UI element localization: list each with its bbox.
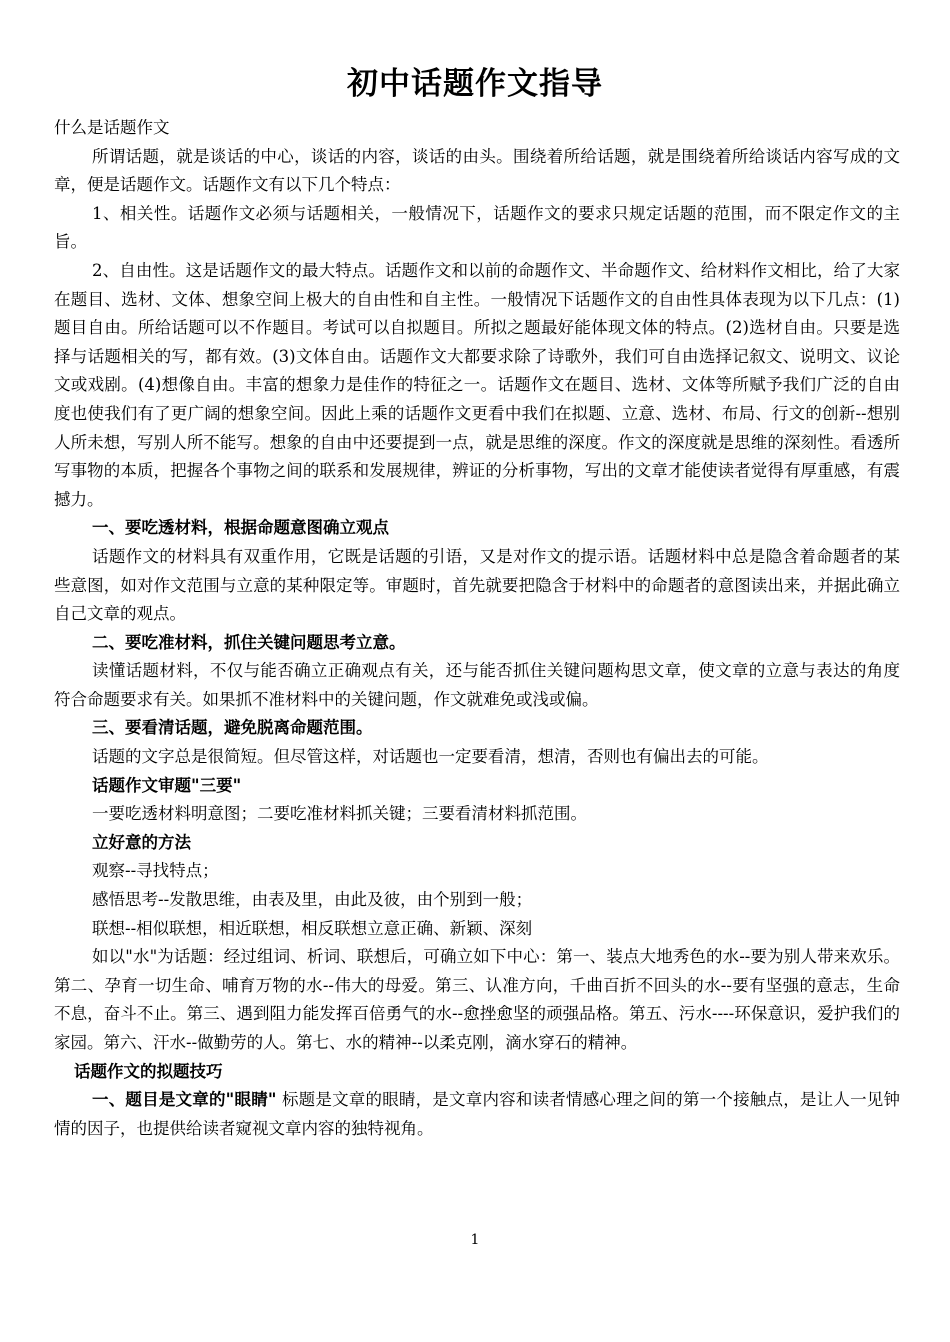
heading-inline: 一、题目是文章的"眼睛" <box>92 1090 277 1110</box>
paragraph: 话题作文的材料具有双重作用，它既是话题的引语，又是对作文的提示语。话题材料中总是隐含着命题者的某些意图，如对作文范围与立意的某种限定等。审题时，首先就要把隐含于材料中的命题者的意图读出来，并据此确立自己文章的观点。 <box>54 546 900 624</box>
paragraph: 2、自由性。这是话题作文的最大特点。话题作文和以前的命题作文、半命题作文、给材料作文相比，给了大家在题目、选材、文体、想象空间上极大的自由性和自主性。一般情况下话题作文的自由性具体表现为以下几点：(1)题目自由。所给话题可以不作题目。考试可以自拟题目。所拟之题最好能体现文体的特点。(2)选材自由。只要是选择与话题相关的写，都有效。(3)文体自由。话题作文大都要求除了诗歌外，我们可自由选择记叙文、说明文、议论文或戏剧。(4)想像自由。丰富的想象力是佳作的特征之一。话题作文在题目、选材、文体等所赋予我们广泛的自由度也使我们有了更广阔的想象空间。因此上乘的话题作文更看中我们在拟题、立意、选材、布局、行文的创新--想别人所未想，写别人所不能写。想象的自由中还要提到一点，就是思维的深度。作文的深度就是思维的深刻性。看透所写事物的本质，把握各个事物之间的联系和发展规律，辨证的分析事物，写出的文章才能使读者觉得有厚重感，有震撼力。 <box>54 260 900 509</box>
paragraph: 读懂话题材料，不仅与能否确立正确观点有关，还与能否抓住关键问题构思文章，使文章的立意与表达的角度符合命题要求有关。如果抓不准材料中的关键问题，作文就难免或浅或偏。 <box>54 661 900 709</box>
section-heading: 话题作文的拟题技巧 <box>74 1061 223 1081</box>
page-number: 1 <box>470 1232 480 1248</box>
paragraph: 联想--相似联想，相近联想，相反联想立意正确、新颖、深刻 <box>92 918 533 938</box>
section-heading: 话题作文审题"三要" <box>92 775 242 795</box>
paragraph-text: 标题是文章的眼睛，是文章内容和读者情感心理之间的第一个接触点，是让人一见钟情的因子，也提供给读者窥视文章内容的独特视角。 <box>54 1090 900 1138</box>
paragraph-last <box>54 1086 900 1143</box>
paragraph: 感悟思考--发散思维，由表及里，由此及彼，由个别到一般； <box>92 890 533 910</box>
paragraph: 一要吃透材料明意图；二要吃准材料抓关键；三要看清材料抓范围。 <box>92 804 587 824</box>
document-body <box>54 114 900 1143</box>
paragraph: 如以"水"为话题：经过组词、析词、联想后，可确立如下中心：第一、装点大地秀色的水--要为别人带来欢乐。第二、孕育一切生命、哺育万物的水--伟大的母爱。第三、认准方向，千曲百折不回头的水--要有坚强的意志，生命不息，奋斗不止。第三、遇到阻力能发挥百倍勇气的水--愈挫愈坚的顽强品格。第五、污水----环保意识，爱护我们的家园。第六、汗水--做勤劳的人。第七、水的精神--以柔克刚，滴水穿石的精神。 <box>54 947 900 1052</box>
section-heading: 二、要吃准材料，抓住关键问题思考立意。 <box>92 632 406 652</box>
section-heading: 三、要看清话题，避免脱离命题范围。 <box>92 718 373 738</box>
paragraph: 所谓话题，就是谈话的中心，谈话的内容，谈话的由头。围绕着所给话题，就是围绕着所给谈话内容写成的文章，便是话题作文。话题作文有以下几个特点： <box>54 146 900 195</box>
section-heading: 一、要吃透材料，根据命题意图确立观点 <box>92 518 389 538</box>
paragraph: 什么是话题作文 <box>54 118 170 137</box>
paragraph: 观察--寻找特点； <box>92 861 219 881</box>
document-title: 初中话题作文指导 <box>347 66 603 102</box>
paragraph: 1、相关性。话题作文必须与话题相关，一般情况下，话题作文的要求只规定话题的范围，而不限定作文的主旨。 <box>54 203 900 252</box>
section-heading: 立好意的方法 <box>92 832 191 852</box>
paragraph: 话题的文字总是很简短。但尽管这样，对话题也一定要看清，想清，否则也有偏出去的可能。 <box>92 747 769 767</box>
